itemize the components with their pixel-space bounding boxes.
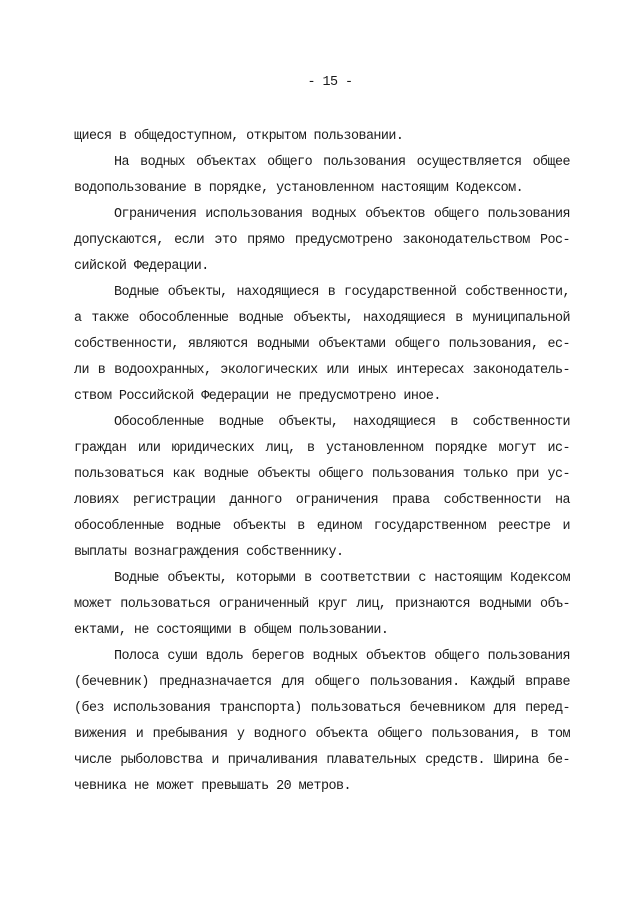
paragraph <box>74 150 570 202</box>
paragraph <box>74 280 570 410</box>
text-line: может пользоваться ограниченный круг лиц, признаются водными объ- <box>74 597 570 612</box>
text-line: ектами, не состоящими в общем пользовании. <box>74 623 389 638</box>
paragraph <box>74 566 570 644</box>
text-line: обособленные водные объекты в едином государственном реестре и <box>74 519 570 534</box>
text-line: водопользование в порядке, установленном настоящим Кодексом. <box>74 181 524 196</box>
text-line: Обособленные водные объекты, находящиеся в собственности <box>114 415 570 430</box>
page-number: - 15 - <box>307 75 353 90</box>
document-body <box>74 124 570 800</box>
text-line: допускаются, если это прямо предусмотрено законодательством Рос- <box>74 233 570 248</box>
text-line: сийской Федерации. <box>74 259 209 274</box>
paragraph <box>74 410 570 566</box>
text-line: (без использования транспорта) пользоваться бечевником для перед- <box>74 701 570 716</box>
text-line: (бечевник) предназначается для общего пользования. Каждый вправе <box>74 675 570 690</box>
text-line: а также обособленные водные объекты, находящиеся в муниципальной <box>74 311 570 326</box>
paragraph <box>74 124 570 150</box>
paragraph <box>74 202 570 280</box>
text-line: На водных объектах общего пользования осуществляется общее <box>114 155 570 170</box>
text-line: Водные объекты, которыми в соответствии с настоящим Кодексом <box>114 571 570 586</box>
text-line: Полоса суши вдоль берегов водных объектов общего пользования <box>114 649 570 664</box>
text-line: ством Российской Федерации не предусмотрено иное. <box>74 389 441 404</box>
text-line: выплаты вознаграждения собственнику. <box>74 545 344 560</box>
text-line: собственности, являются водными объектами общего пользования, ес- <box>74 337 570 352</box>
text-line: ловиях регистрации данного ограничения права собственности на <box>74 493 570 508</box>
text-line: Ограничения использования водных объектов общего пользования <box>114 207 570 222</box>
text-line: вижения и пребывания у водного объекта общего пользования, в том <box>74 727 570 742</box>
text-line: числе рыболовства и причаливания плавательных средств. Ширина бе- <box>74 753 570 768</box>
text-line: пользоваться как водные объекты общего пользования только при ус- <box>74 467 570 482</box>
paragraph <box>74 644 570 800</box>
text-line: щиеся в общедоступном, открытом пользовании. <box>74 129 404 144</box>
text-line: Водные объекты, находящиеся в государственной собственности, <box>114 285 570 300</box>
text-line: граждан или юридических лиц, в установленном порядке могут ис- <box>74 441 570 456</box>
text-line: ли в водоохранных, экологических или иных интересах законодатель- <box>74 363 570 378</box>
text-line: чевника не может превышать 20 метров. <box>74 779 351 794</box>
